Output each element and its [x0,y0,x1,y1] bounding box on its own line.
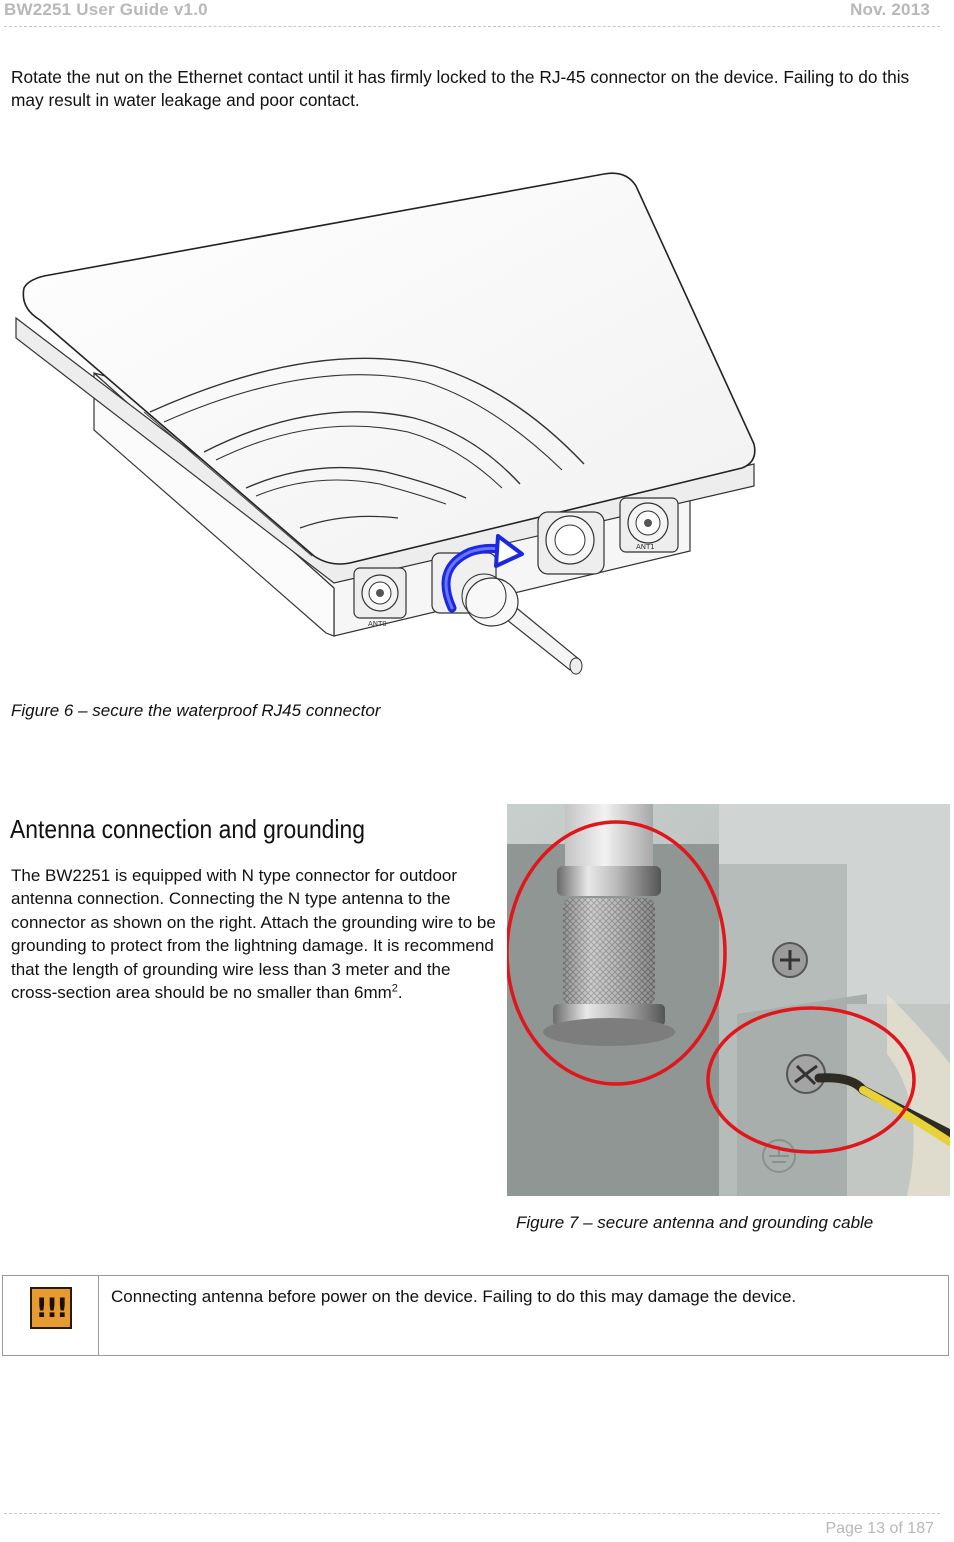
page-number: Page 13 of 187 [825,1520,934,1537]
figure-6-caption: Figure 6 – secure the waterproof RJ45 connector [11,701,381,720]
footer-divider [4,1513,940,1514]
superscript-2: 2 [391,982,398,995]
warning-text: Connecting antenna before power on the device. Failing to do this may damage the device. [111,1287,797,1306]
figure-7-caption: Figure 7 – secure antenna and grounding cable [516,1213,874,1232]
port-label-ant1: ANT1 [636,543,655,551]
section-body [11,864,497,1004]
intro-paragraph: Rotate the nut on the Ethernet contact until it has firmly locked to the RJ-45 connector on the device. Failing to do this may result in water leakage and poor contact. [11,67,910,110]
warning-note [2,1275,949,1356]
port-label-ant0: ANT0 [368,620,387,628]
figure-6-device-illustration [14,168,758,684]
warning-exclamation-icon: !!! [30,1287,72,1329]
document-date: Nov. 2013 [850,0,930,19]
document-title: BW2251 User Guide v1.0 [4,0,208,19]
header-divider [4,26,940,27]
figure-7-antenna-photo [507,804,950,1196]
section-body-text: The BW2251 is equipped with N type connector for outdoor antenna connection. Connecting the N type antenna to the connector as shown on the right. Attach the grounding wire to be grounding to protect from the lightning damage. It is recommend that the length of grounding wire less than 3 meter and the cross-section area should be no smaller than 6mm [11,866,496,1003]
warning-icon-cell [3,1276,99,1355]
page-header [0,0,954,22]
section-body-end: . [397,983,403,1003]
section-heading: Antenna connection and grounding [10,814,365,844]
